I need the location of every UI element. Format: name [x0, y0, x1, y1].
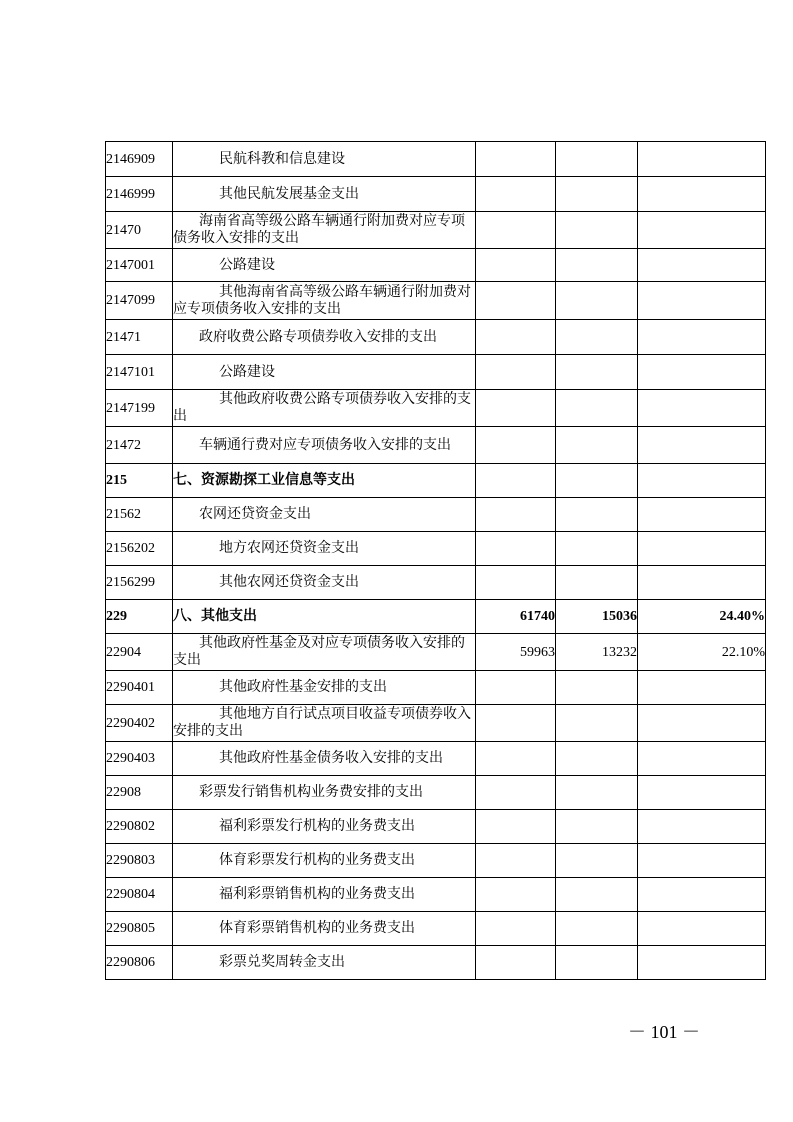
percent-cell: [638, 878, 766, 912]
percent-cell: [638, 177, 766, 212]
value-cell-1: [476, 177, 556, 212]
account-name-cell: 农网还贷资金支出: [173, 498, 476, 532]
value-cell-1: [476, 742, 556, 776]
percent-cell: [638, 671, 766, 705]
value-cell-2: [556, 390, 638, 427]
table-row: [106, 946, 766, 980]
account-code-cell: 2290806: [106, 946, 173, 980]
account-name-cell: 公路建设: [173, 355, 476, 390]
percent-cell: [638, 142, 766, 177]
account-name-cell: 福利彩票销售机构的业务费支出: [173, 878, 476, 912]
value-cell-1: [476, 249, 556, 282]
value-cell-1: [476, 532, 556, 566]
account-name-cell: 福利彩票发行机构的业务费支出: [173, 810, 476, 844]
table-row: [106, 532, 766, 566]
account-name-cell: 七、资源勘探工业信息等支出: [173, 464, 476, 498]
percent-cell: 22.10%: [638, 634, 766, 671]
percent-cell: [638, 742, 766, 776]
percent-cell: [638, 249, 766, 282]
account-name-cell: 地方农网还贷资金支出: [173, 532, 476, 566]
table-row: [106, 212, 766, 249]
account-code-cell: 2146999: [106, 177, 173, 212]
value-cell-1: [476, 390, 556, 427]
table-row: [106, 810, 766, 844]
table-row: [106, 671, 766, 705]
value-cell-1: [476, 498, 556, 532]
table-row: [106, 355, 766, 390]
table-row: [106, 566, 766, 600]
account-name-cell: 体育彩票发行机构的业务费支出: [173, 844, 476, 878]
value-cell-1: [476, 355, 556, 390]
table-row: [106, 282, 766, 320]
value-cell-1: [476, 912, 556, 946]
percent-cell: [638, 810, 766, 844]
table-row: [106, 742, 766, 776]
percent-cell: [638, 464, 766, 498]
account-code-cell: 21470: [106, 212, 173, 249]
value-cell-1: 61740: [476, 600, 556, 634]
percent-cell: [638, 390, 766, 427]
value-cell-2: 13232: [556, 634, 638, 671]
value-cell-2: [556, 177, 638, 212]
value-cell-2: [556, 844, 638, 878]
percent-cell: 24.40%: [638, 600, 766, 634]
percent-cell: [638, 844, 766, 878]
account-name-cell: 政府收费公路专项债券收入安排的支出: [173, 320, 476, 355]
value-cell-1: [476, 878, 556, 912]
percent-cell: [638, 776, 766, 810]
value-cell-1: [476, 142, 556, 177]
account-name-cell: 八、其他支出: [173, 600, 476, 634]
account-code-cell: 2290401: [106, 671, 173, 705]
account-name-cell: 彩票发行销售机构业务费安排的支出: [173, 776, 476, 810]
account-code-cell: 2290802: [106, 810, 173, 844]
value-cell-2: [556, 320, 638, 355]
table-row: [106, 427, 766, 464]
percent-cell: [638, 532, 766, 566]
value-cell-1: 59963: [476, 634, 556, 671]
value-cell-2: [556, 464, 638, 498]
value-cell-2: [556, 249, 638, 282]
page-number: － 101 －: [628, 1022, 700, 1042]
table-row: [106, 142, 766, 177]
account-code-cell: 21562: [106, 498, 173, 532]
value-cell-1: [476, 427, 556, 464]
account-name-cell: 其他政府性基金债务收入安排的支出: [173, 742, 476, 776]
account-name-cell: 体育彩票销售机构的业务费支出: [173, 912, 476, 946]
percent-cell: [638, 355, 766, 390]
value-cell-1: [476, 705, 556, 742]
account-code-cell: 21471: [106, 320, 173, 355]
account-code-cell: 2290403: [106, 742, 173, 776]
value-cell-2: [556, 498, 638, 532]
table-row: [106, 776, 766, 810]
percent-cell: [638, 912, 766, 946]
budget-expenditure-table: [105, 141, 766, 980]
value-cell-2: [556, 532, 638, 566]
account-name-cell: 其他政府性基金安排的支出: [173, 671, 476, 705]
account-code-cell: 2147099: [106, 282, 173, 320]
value-cell-1: [476, 282, 556, 320]
account-name-cell: 彩票兑奖周转金支出: [173, 946, 476, 980]
value-cell-2: [556, 355, 638, 390]
account-code-cell: 2290805: [106, 912, 173, 946]
account-name-cell: 其他政府性基金及对应专项债务收入安排的支出: [173, 634, 476, 671]
value-cell-1: [476, 671, 556, 705]
account-code-cell: 22904: [106, 634, 173, 671]
table-row: [106, 634, 766, 671]
value-cell-2: [556, 742, 638, 776]
value-cell-2: 15036: [556, 600, 638, 634]
value-cell-1: [476, 320, 556, 355]
percent-cell: [638, 498, 766, 532]
value-cell-2: [556, 566, 638, 600]
value-cell-2: [556, 282, 638, 320]
table-row: [106, 600, 766, 634]
percent-cell: [638, 705, 766, 742]
account-code-cell: 2156299: [106, 566, 173, 600]
value-cell-1: [476, 946, 556, 980]
percent-cell: [638, 320, 766, 355]
table-row: [106, 249, 766, 282]
table-row: [106, 177, 766, 212]
account-code-cell: 2147199: [106, 390, 173, 427]
value-cell-1: [476, 776, 556, 810]
account-name-cell: 其他地方自行试点项目收益专项债券收入安排的支出: [173, 705, 476, 742]
table-row: [106, 844, 766, 878]
table-row: [106, 912, 766, 946]
account-name-cell: 其他海南省高等级公路车辆通行附加费对应专项债务收入安排的支出: [173, 282, 476, 320]
value-cell-2: [556, 705, 638, 742]
table-body: [106, 142, 766, 980]
percent-cell: [638, 427, 766, 464]
percent-cell: [638, 946, 766, 980]
value-cell-2: [556, 142, 638, 177]
account-code-cell: 215: [106, 464, 173, 498]
value-cell-2: [556, 878, 638, 912]
account-code-cell: 2147101: [106, 355, 173, 390]
value-cell-2: [556, 671, 638, 705]
account-name-cell: 公路建设: [173, 249, 476, 282]
table-row: [106, 390, 766, 427]
account-name-cell: 其他农网还贷资金支出: [173, 566, 476, 600]
account-name-cell: 民航科教和信息建设: [173, 142, 476, 177]
account-name-cell: 其他民航发展基金支出: [173, 177, 476, 212]
percent-cell: [638, 566, 766, 600]
account-code-cell: 2290402: [106, 705, 173, 742]
value-cell-1: [476, 464, 556, 498]
account-name-cell: 其他政府收费公路专项债券收入安排的支出: [173, 390, 476, 427]
value-cell-2: [556, 912, 638, 946]
account-name-cell: 车辆通行费对应专项债务收入安排的支出: [173, 427, 476, 464]
value-cell-1: [476, 212, 556, 249]
value-cell-1: [476, 566, 556, 600]
account-code-cell: 22908: [106, 776, 173, 810]
table-row: [106, 498, 766, 532]
account-code-cell: 2290803: [106, 844, 173, 878]
account-code-cell: 2290804: [106, 878, 173, 912]
account-name-cell: 海南省高等级公路车辆通行附加费对应专项债务收入安排的支出: [173, 212, 476, 249]
table-row: [106, 464, 766, 498]
account-code-cell: 2147001: [106, 249, 173, 282]
value-cell-2: [556, 427, 638, 464]
value-cell-1: [476, 810, 556, 844]
value-cell-1: [476, 844, 556, 878]
value-cell-2: [556, 776, 638, 810]
table-row: [106, 320, 766, 355]
account-code-cell: 229: [106, 600, 173, 634]
value-cell-2: [556, 810, 638, 844]
account-code-cell: 2146909: [106, 142, 173, 177]
value-cell-2: [556, 946, 638, 980]
account-code-cell: 21472: [106, 427, 173, 464]
account-code-cell: 2156202: [106, 532, 173, 566]
percent-cell: [638, 212, 766, 249]
table-row: [106, 878, 766, 912]
table-row: [106, 705, 766, 742]
percent-cell: [638, 282, 766, 320]
value-cell-2: [556, 212, 638, 249]
